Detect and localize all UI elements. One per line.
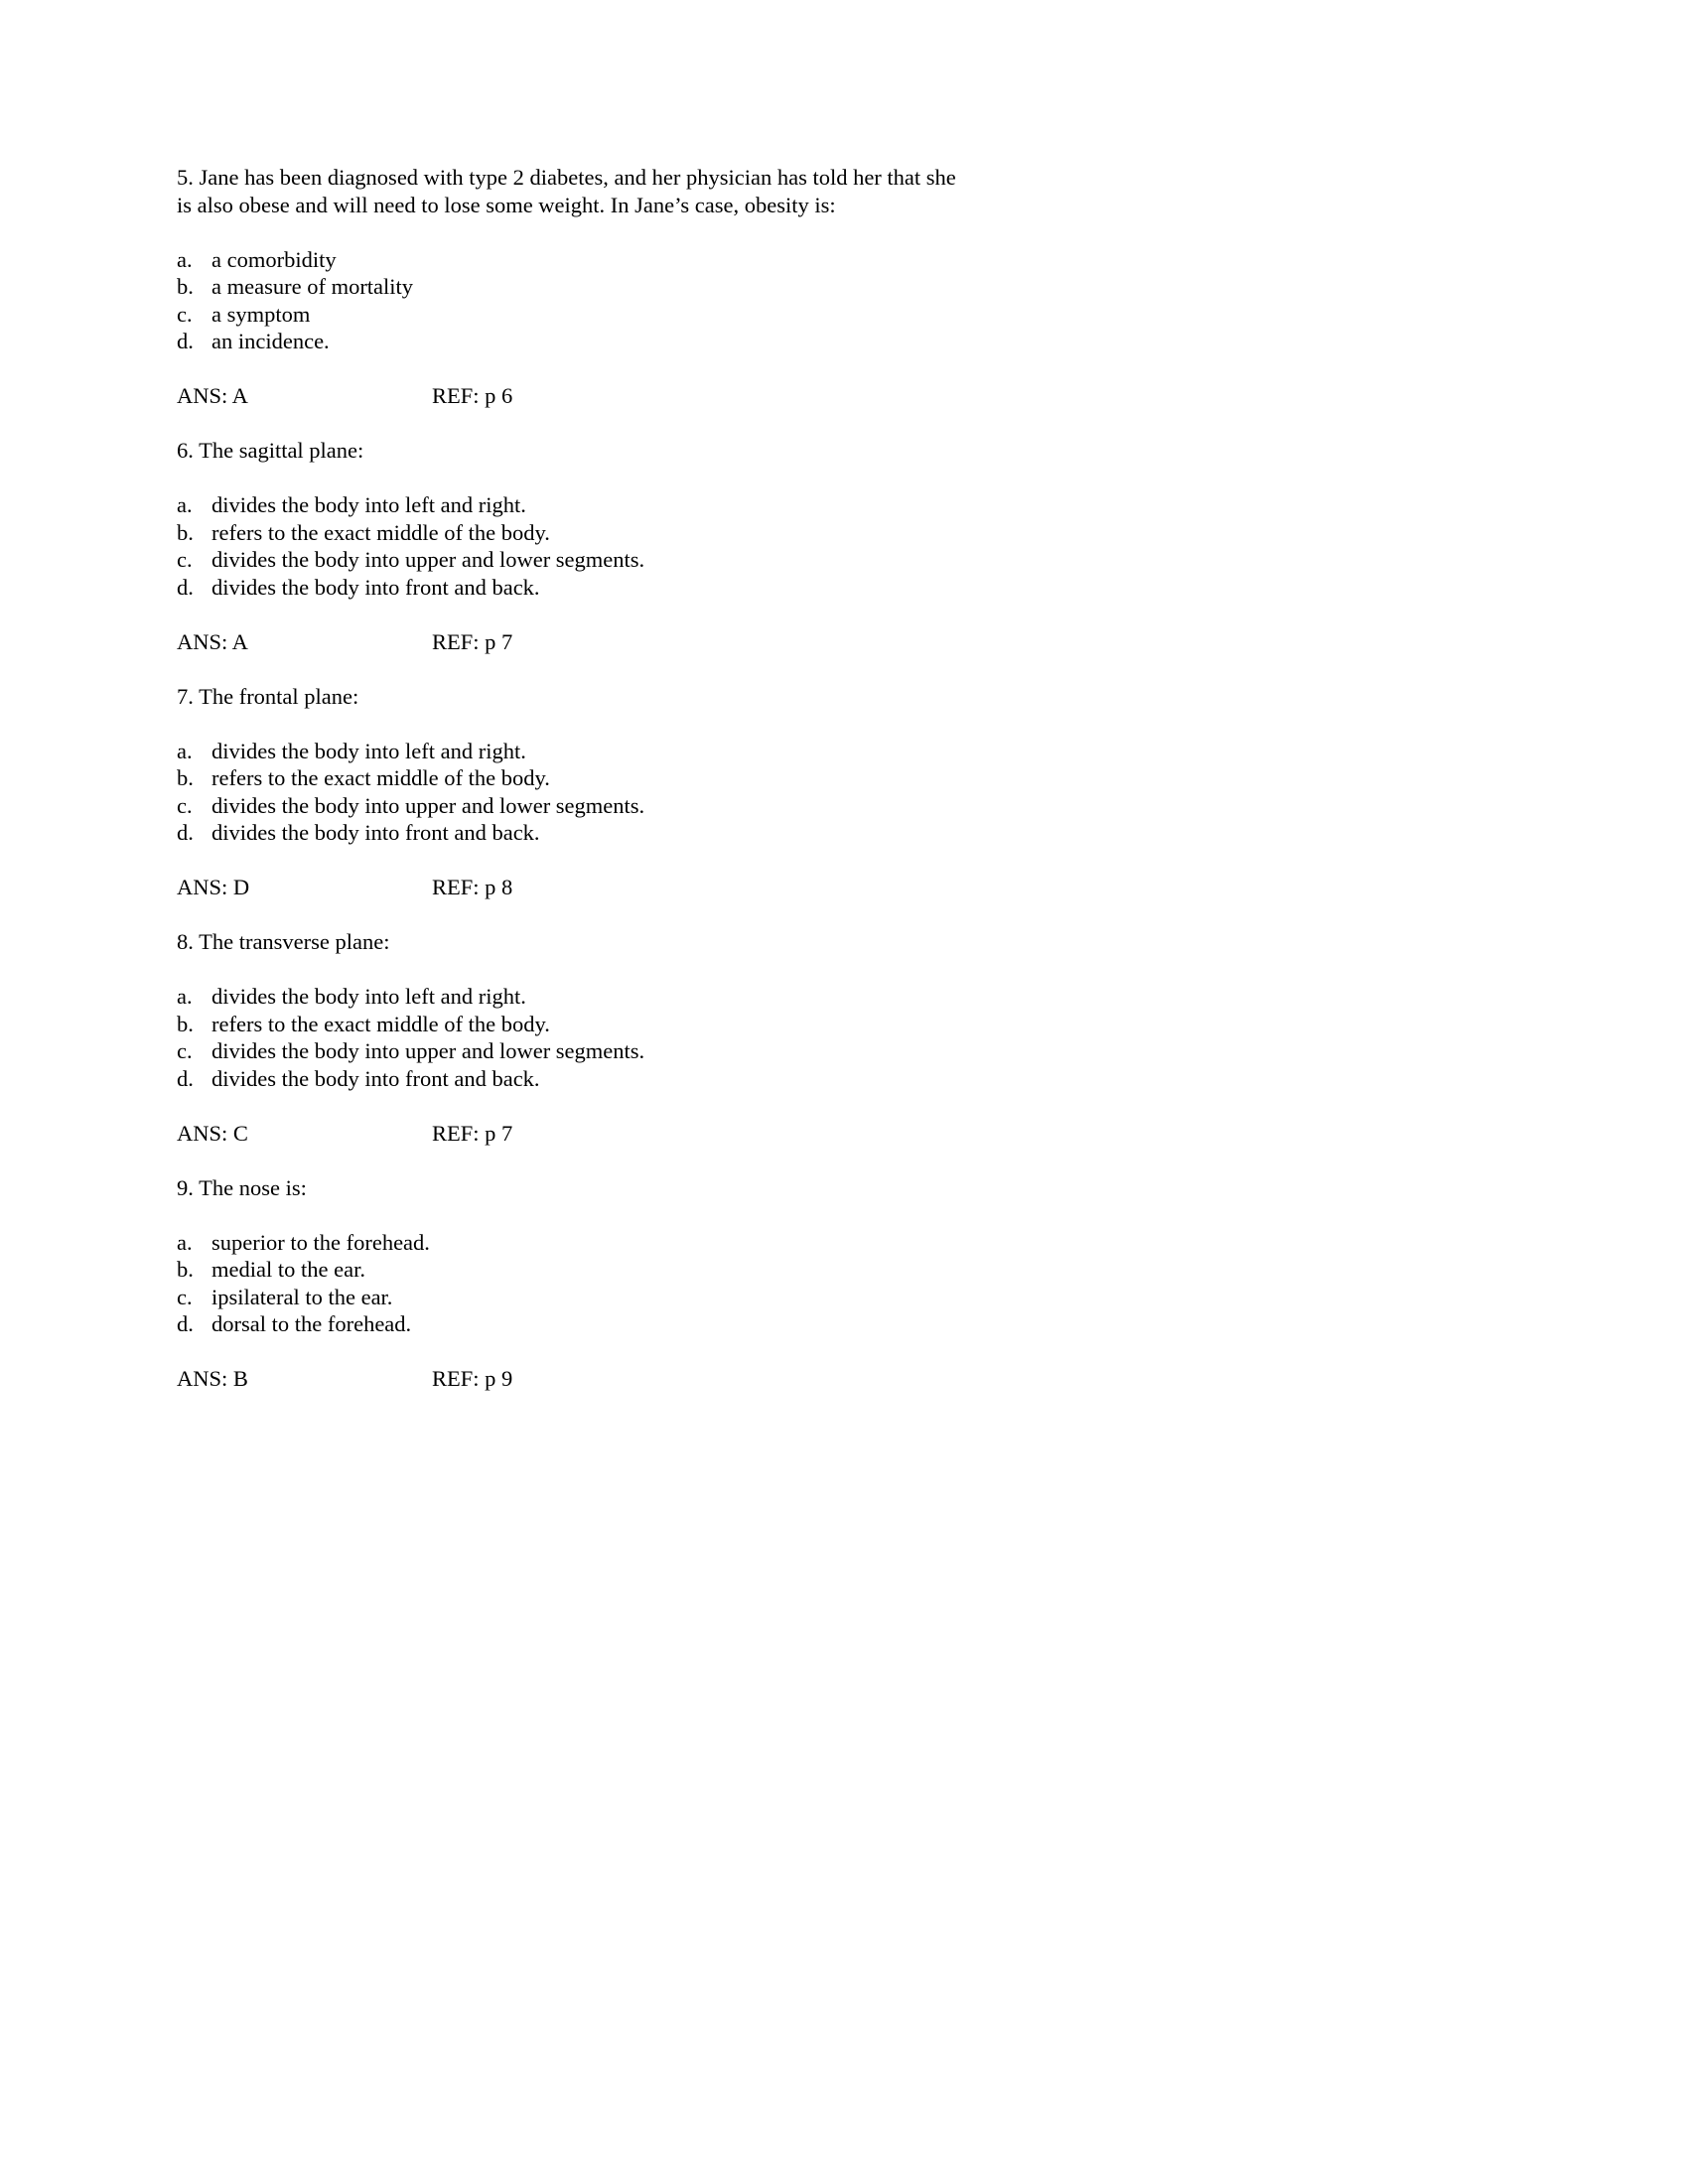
- ref-label: REF: p 7: [432, 628, 513, 654]
- option-row: [177, 792, 1688, 820]
- option-row: [177, 519, 1688, 547]
- option-letter: d.: [177, 574, 194, 600]
- ref-label: REF: p 6: [432, 383, 513, 408]
- option-letter: a.: [177, 492, 193, 517]
- option-letter: b.: [177, 1011, 194, 1036]
- answer-label: ANS: A: [177, 628, 248, 654]
- question-block-5: [177, 164, 1688, 410]
- option-row: [177, 983, 1688, 1011]
- option-row: [177, 1011, 1688, 1038]
- answer-label: ANS: D: [177, 875, 250, 899]
- question-stem: 9. The nose is:: [177, 1174, 307, 1200]
- option-letter: b.: [177, 519, 194, 545]
- question-block-6: [177, 437, 1688, 655]
- option-letter: a.: [177, 984, 193, 1009]
- option-row: [177, 1310, 1688, 1338]
- question-stem: 8. The transverse plane:: [177, 929, 390, 954]
- answer-line: [177, 1365, 1688, 1393]
- option-row: [177, 328, 1688, 355]
- option-letter: c.: [177, 301, 193, 327]
- option-text: refers to the exact middle of the body.: [211, 765, 550, 790]
- question-stem: 5. Jane has been diagnosed with type 2 diabetes, and her physician has told her that she is also obese and will need to lose some weight. In Jane’s case, obesity is:: [177, 165, 956, 217]
- ref-label: REF: p 9: [432, 1366, 513, 1391]
- question-block-8: [177, 928, 1688, 1147]
- option-row: [177, 819, 1688, 847]
- option-text: divides the body into upper and lower segments.: [211, 792, 645, 818]
- question-block-7: [177, 683, 1688, 901]
- option-row: [177, 273, 1688, 301]
- option-text: divides the body into upper and lower segments.: [211, 1038, 645, 1063]
- option-row: [177, 301, 1688, 329]
- option-text: medial to the ear.: [211, 1257, 365, 1282]
- option-letter: d.: [177, 1311, 194, 1336]
- option-text: ipsilateral to the ear.: [211, 1284, 393, 1309]
- answer-line: [177, 1120, 1688, 1148]
- option-letter: b.: [177, 1257, 194, 1282]
- option-text: a measure of mortality: [211, 274, 414, 299]
- option-letter: b.: [177, 274, 194, 299]
- answer-line: [177, 874, 1688, 901]
- answer-line: [177, 382, 1688, 410]
- option-text: superior to the forehead.: [211, 1229, 430, 1255]
- option-letter: d.: [177, 329, 194, 353]
- answer-label: ANS: B: [177, 1366, 248, 1391]
- option-row: [177, 1229, 1688, 1257]
- options-list: [177, 983, 1688, 1092]
- question-stem: 7. The frontal plane:: [177, 683, 359, 709]
- option-letter: d.: [177, 1065, 194, 1091]
- option-text: divides the body into left and right.: [211, 984, 526, 1009]
- option-text: an incidence.: [211, 329, 330, 353]
- option-row: [177, 1256, 1688, 1284]
- options-list: [177, 246, 1688, 355]
- option-text: divides the body into left and right.: [211, 738, 526, 763]
- option-row: [177, 246, 1688, 274]
- options-list: [177, 491, 1688, 601]
- options-list: [177, 1229, 1688, 1338]
- option-text: divides the body into front and back.: [211, 574, 540, 600]
- option-letter: a.: [177, 1229, 193, 1255]
- option-row: [177, 1037, 1688, 1065]
- option-letter: c.: [177, 1284, 193, 1309]
- option-text: refers to the exact middle of the body.: [211, 1011, 550, 1036]
- ref-label: REF: p 8: [432, 875, 513, 899]
- option-text: a symptom: [211, 301, 311, 327]
- options-list: [177, 738, 1688, 847]
- option-letter: c.: [177, 547, 193, 572]
- answer-label: ANS: C: [177, 1120, 248, 1146]
- option-text: a comorbidity: [211, 246, 337, 272]
- answer-label: ANS: A: [177, 383, 248, 408]
- option-text: dorsal to the forehead.: [211, 1311, 412, 1336]
- ref-label: REF: p 7: [432, 1120, 513, 1146]
- option-text: divides the body into upper and lower segments.: [211, 547, 645, 572]
- answer-line: [177, 628, 1688, 656]
- option-row: [177, 574, 1688, 602]
- option-letter: a.: [177, 246, 193, 272]
- option-row: [177, 546, 1688, 574]
- option-letter: b.: [177, 765, 194, 790]
- question-block-9: [177, 1174, 1688, 1393]
- option-letter: c.: [177, 792, 193, 818]
- option-letter: a.: [177, 738, 193, 763]
- option-text: divides the body into front and back.: [211, 1065, 540, 1091]
- option-row: [177, 738, 1688, 765]
- option-row: [177, 764, 1688, 792]
- question-stem: 6. The sagittal plane:: [177, 438, 364, 463]
- option-letter: d.: [177, 820, 194, 845]
- option-row: [177, 1284, 1688, 1311]
- option-row: [177, 491, 1688, 519]
- option-letter: c.: [177, 1038, 193, 1063]
- option-text: divides the body into left and right.: [211, 492, 526, 517]
- option-row: [177, 1065, 1688, 1093]
- option-text: refers to the exact middle of the body.: [211, 519, 550, 545]
- option-text: divides the body into front and back.: [211, 820, 540, 845]
